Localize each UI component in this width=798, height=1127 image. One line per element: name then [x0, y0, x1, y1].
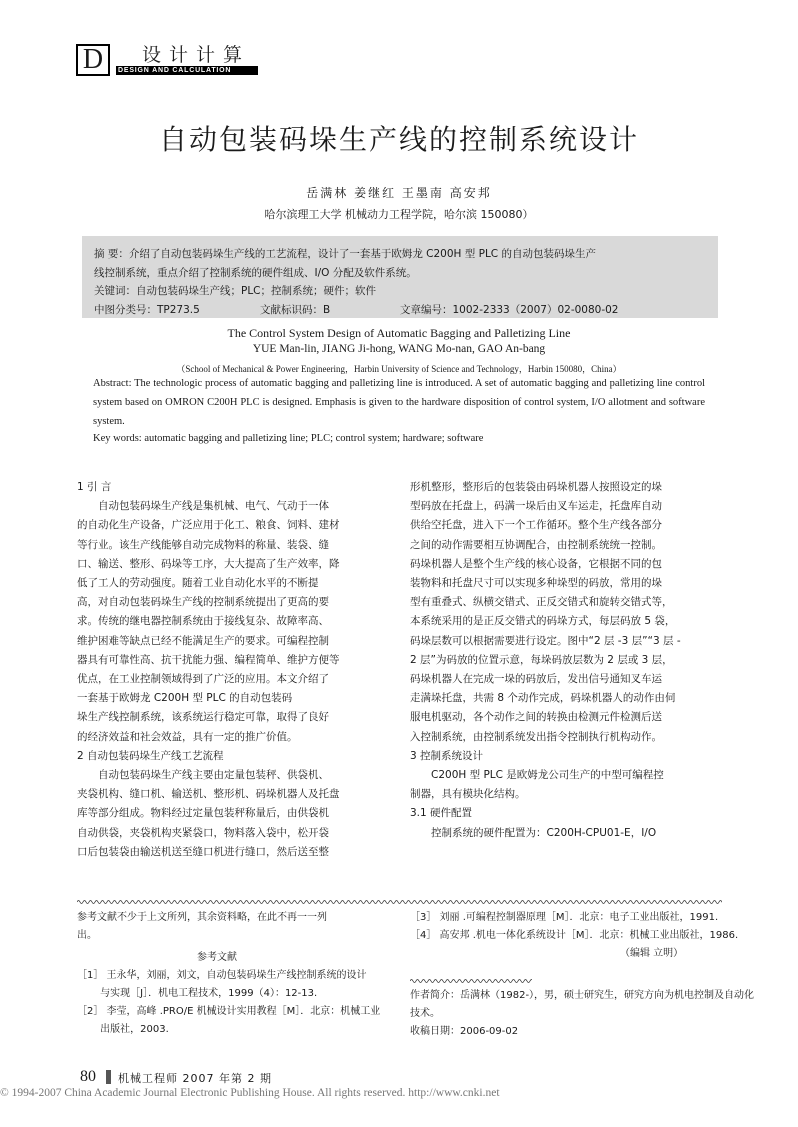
- body-text-line: 走满垛托盘，共需 8 个动作完成，码垛机器人的动作由伺: [410, 692, 676, 705]
- body-text-line: 的经济效益和社会效益，具有一定的推广价值。: [77, 730, 298, 743]
- reference-line: （编辑 立明）: [620, 948, 684, 959]
- abstract-box: [82, 236, 718, 318]
- body-text-line: 求。传统的继电器控制系统由于接线复杂、故障率高、: [77, 615, 329, 628]
- body-text-line: 2 层”为码放的位置示意，每垛码放层数为 2 层或 3 层，: [410, 653, 673, 666]
- wavy-separator: [77, 899, 722, 905]
- body-text-line: 码垛机器人是整个生产线的核心设备，它根据不同的包: [410, 557, 662, 570]
- body-text-line: 低了工人的劳动强度。随着工业自动化水平的不断提: [77, 577, 319, 590]
- reference-line: ［3］ 刘丽 .可编程控制器原理［M］．北京：电子工业出版社，1991.: [410, 912, 719, 923]
- body-text-line: 自动包装码垛生产线主要由定量包装秤、供袋机、: [77, 769, 329, 782]
- body-text-line: 夹袋机构、缝口机、输送机、整形机、码垛机器人及托盘: [77, 788, 340, 801]
- section-title-cn: 设计计算: [142, 44, 251, 66]
- reference-line: ［1］ 王永华，刘丽，刘文，自动包装码垛生产线控制系统的设计: [77, 970, 367, 981]
- reference-line: ［4］ 高安邦 .机电一体化系统设计［M］．北京：机械工业出版社，1986.: [410, 930, 739, 941]
- article-number: 文章编号：1002-2333（2007）02-0080-02: [400, 304, 619, 316]
- abstract-keywords: 关键词：自动包装码垛生产线；PLC；控制系统；硬件；软件: [94, 285, 377, 297]
- section-letter-box: D: [76, 44, 110, 76]
- body-text-line: 一套基于欧姆龙 C200H 型 PLC 的自动包装码: [77, 692, 293, 705]
- reference-line: 出版社，2003.: [77, 1024, 169, 1035]
- abstract-line-1: 摘 要：介绍了自动包装码垛生产线的工艺流程，设计了一套基于欧姆龙 C200H 型 PLC 的自动包装码垛生产: [94, 248, 596, 260]
- body-text-line: 维护困难等缺点已经不能满足生产的要求。可编程控制: [77, 634, 329, 647]
- body-text-line: 本系统采用的是正反交错式的码垛方式，每层码放 5 袋，: [410, 615, 676, 628]
- english-authors: YUE Man-lin, JIANG Ji-hong, WANG Mo-nan, GAO An-bang: [252, 343, 546, 355]
- journal-issue: 机械工程师 2007 年第 2 期: [118, 1072, 272, 1085]
- footer-divider: [106, 1070, 111, 1084]
- body-text-line: C200H 型 PLC 是欧姆龙公司生产的中型可编程控: [410, 769, 664, 782]
- body-text-line: 高，对自动包装码垛生产线的控制系统提出了更高的要: [77, 596, 329, 609]
- body-text-line: 3 控制系统设计: [410, 749, 484, 762]
- reference-line: ［2］ 李莹，高峰 .PRO/E 机械设计实用教程［M］．北京：机械工业: [77, 1006, 381, 1017]
- body-text-line: 口后包装袋由输送机送至缝口机进行缝口，然后送至整: [77, 845, 329, 858]
- reference-line: 参考文献: [197, 952, 237, 963]
- english-keywords: Key words: automatic bagging and palletizing line; PLC; control system; hardware; software: [93, 433, 484, 444]
- body-text-line: 制器，具有模块化结构。: [410, 788, 526, 801]
- body-text-line: 之间的动作需要相互协调配合，由控制系统统一控制。: [410, 538, 662, 551]
- reference-line: 出。: [77, 930, 97, 941]
- body-text-line: 装物料和托盘尺寸可以实现多种垛型的码放，常用的垛: [410, 577, 662, 590]
- document-code: 文献标识码：B: [260, 304, 331, 316]
- body-text-line: 3.1 硬件配置: [410, 807, 473, 820]
- body-text-line: 码垛机器人在完成一垛的码放后，发出信号通知叉车运: [410, 673, 662, 686]
- reference-line: 技术。: [410, 1008, 440, 1019]
- body-text-line: 型码放在托盘上，码满一垛后由叉车运走，托盘库自动: [410, 500, 662, 513]
- body-text-line: 器具有可靠性高、抗干扰能力强、编程简单、维护方便等: [77, 653, 340, 666]
- body-text-line: 形机整形，整形后的包装袋由码垛机器人按照设定的垛: [410, 481, 662, 493]
- body-text-line: 2 自动包装码垛生产线工艺流程: [77, 749, 224, 762]
- body-text-line: 口、输送、整形、码垛等工序，大大提高了生产效率，降: [77, 557, 340, 570]
- paper-title: 自动包装码垛生产线的控制系统设计: [158, 123, 639, 156]
- body-column-right: [410, 478, 722, 843]
- body-text-line: 的自动化生产设备，广泛应用于化工、粮食、饲料、建材: [77, 519, 340, 532]
- reference-line: 收稿日期：2006-09-02: [410, 1026, 519, 1037]
- body-text-line: 库等部分组成。物料经过定量包装秤称量后，由供袋机: [77, 807, 329, 820]
- section-title-en: DESIGN AND CALCULATION: [118, 67, 232, 74]
- body-text-line: 服电机驱动，各个动作之间的转换由检测元件检测后送: [410, 711, 662, 724]
- english-abstract: Abstract: The technologic process of automatic bagging and palletizing line is introduced. A set of automatic bagging and palletizing line control system based on OMRON C200H PLC is designed. Emphasis is given to the hardware disposition of control system, I/O allotment and software system.: [93, 378, 705, 427]
- classification-number: 中图分类号：TP273.5: [94, 304, 200, 316]
- body-text-line: 等行业。该生产线能够自动完成物料的称量、装袋、缝: [77, 538, 329, 551]
- reference-line: 参考文献不少于上文所列，其余资料略，在此不再一一列: [77, 912, 327, 923]
- reference-line: 作者简介：岳满林（1982-），男，硕士研究生，研究方向为机电控制及自动化: [410, 990, 755, 1001]
- body-text-line: 型有重叠式、纵横交错式、正反交错式和旋转交错式等，: [410, 596, 673, 609]
- copyright-notice: © 1994-2007 China Academic Journal Electronic Publishing House. All rights reserved. http://www.cnki.net: [0, 1087, 500, 1099]
- affiliation-cn: 哈尔滨理工大学 机械动力工程学院，哈尔滨 150080）: [264, 208, 534, 221]
- body-text-line: 供给空托盘，进入下一个工作循环。整个生产线各部分: [410, 519, 662, 532]
- page-number: 80: [80, 1068, 96, 1085]
- english-affiliation: （School of Mechanical & Power Engineering，Harbin University of Science and Technology，Harbin 150080，China）: [176, 364, 622, 374]
- body-text-line: 垛生产线控制系统，该系统运行稳定可靠，取得了良好: [77, 711, 329, 724]
- body-text-line: 1 引 言: [77, 481, 112, 493]
- body-column-left: [77, 478, 389, 862]
- reference-line: 与实现［J］．机电工程技术，1999（4）：12-13.: [77, 988, 318, 999]
- body-text-line: 入控制系统，由控制系统发出指令控制执行机构动作。: [410, 730, 662, 743]
- body-text-line: 自动供袋，夹袋机构夹紧袋口，物料落入袋中，松开袋: [77, 826, 329, 839]
- body-text-line: 控制系统的硬件配置为：C200H-CPU01-E，I/O: [410, 826, 657, 839]
- english-title: The Control System Design of Automatic Bagging and Palletizing Line: [227, 326, 571, 340]
- author-list-cn: 岳满林 姜继红 王墨南 高安邦: [306, 186, 492, 200]
- body-text-line: 码垛层数可以根据需要进行设定。图中“2 层 -3 层”“3 层 -: [410, 634, 681, 647]
- abstract-line-2: 线控制系统，重点介绍了控制系统的硬件组成、I/O 分配及软件系统。: [94, 267, 417, 279]
- body-text-line: 自动包装码垛生产线是集机械、电气、气动于一体: [77, 500, 329, 513]
- author-note-separator: [410, 978, 532, 984]
- body-text-line: 优点，在工业控制领域得到了广泛的应用。本文介绍了: [77, 673, 329, 686]
